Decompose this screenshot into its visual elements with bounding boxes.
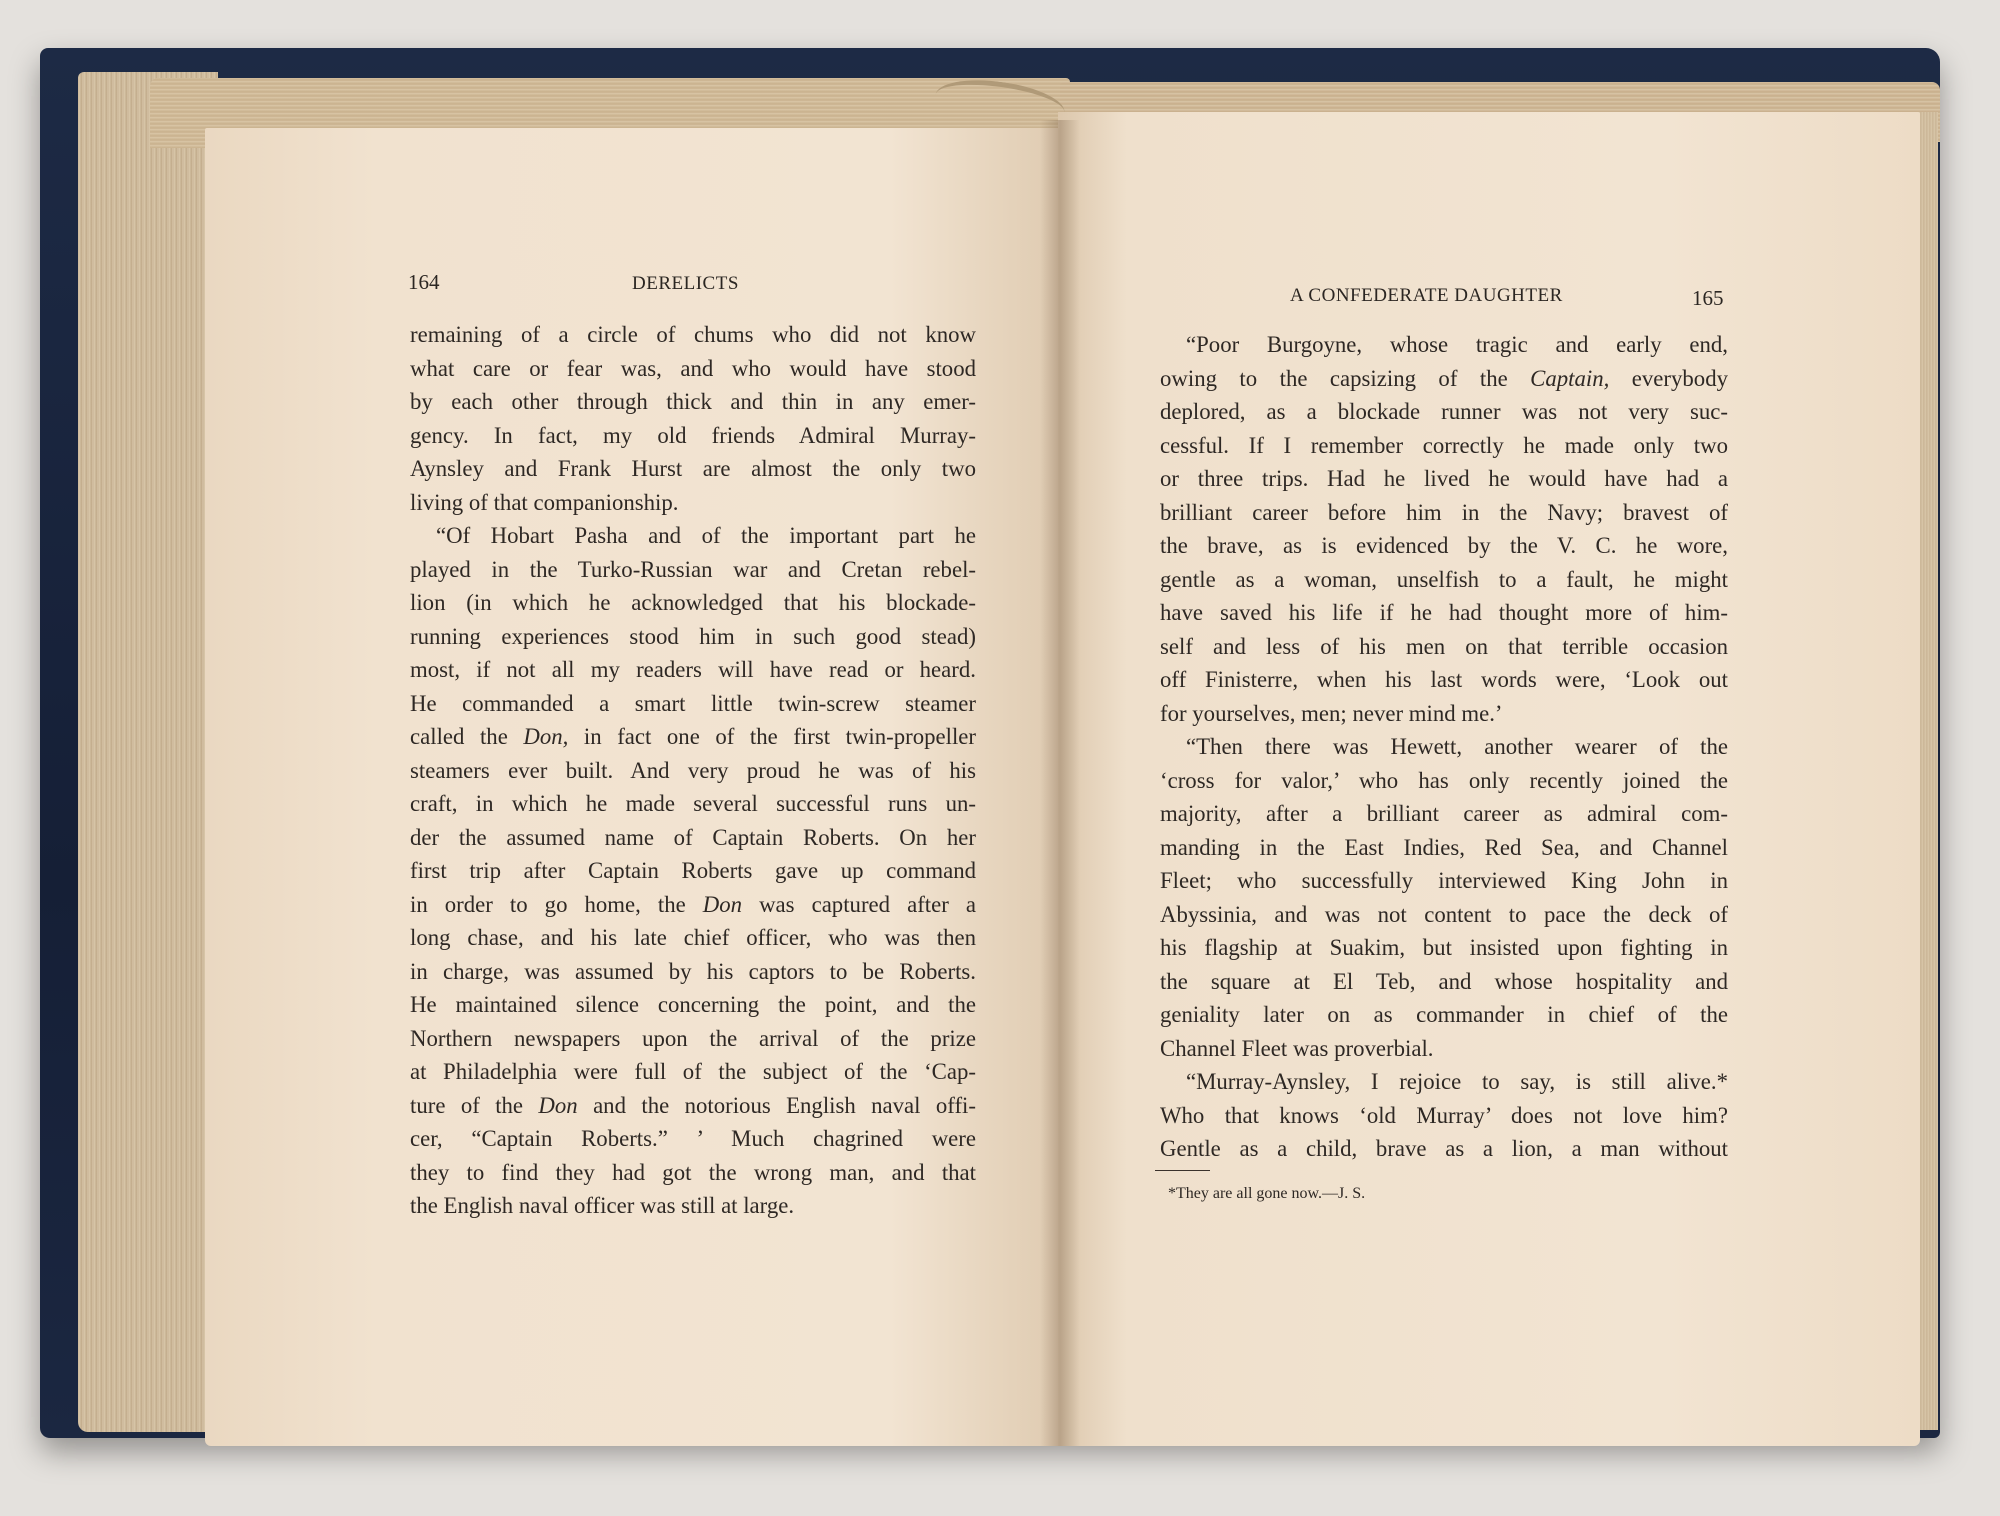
book-gutter	[1040, 120, 1080, 1446]
text-line: or three trips. Had he lived he would have had a	[1160, 466, 1728, 491]
left-page-text	[410, 318, 976, 1223]
text-line: first trip after Captain Roberts gave up command	[410, 858, 976, 883]
text-line: have saved his life if he had thought more of him-	[1160, 600, 1728, 625]
right-running-head: A CONFEDERATE DAUGHTER	[1290, 285, 1563, 306]
text-line: self and less of his men on that terrible occasion	[1160, 633, 1728, 659]
right-page-text	[1160, 328, 1728, 1166]
text-line: called the Don, in fact one of the first twin-propeller	[410, 724, 976, 749]
text-line: Northern newspapers upon the arrival of the prize	[410, 1025, 976, 1051]
text-line: Aynsley and Frank Hurst are almost the only two	[410, 456, 976, 481]
footnote-rule	[1155, 1170, 1210, 1171]
text-line: they to find they had got the wrong man, and that	[410, 1159, 976, 1185]
footnote: *They are all gone now.—J. S.	[1168, 1185, 1366, 1202]
text-line: “Murray-Aynsley, I rejoice to say, is still alive.*	[1186, 1069, 1728, 1094]
text-line: in charge, was assumed by his captors to be Roberts.	[410, 958, 976, 984]
text-line: ‘cross for valor,’ who has only recently joined the	[1160, 767, 1728, 793]
text-line: He commanded a smart little twin-screw steamer	[410, 690, 976, 716]
text-line: played in the Turko-Russian war and Cretan rebel-	[410, 556, 976, 582]
page-edges-left	[78, 72, 218, 1432]
text-line: long chase, and his late chief officer, who was then	[410, 925, 976, 950]
text-line: gentle as a woman, unselfish to a fault, he might	[1160, 566, 1728, 592]
text-line: He maintained silence concerning the point, and the	[410, 992, 976, 1017]
text-line: “Poor Burgoyne, whose tragic and early end,	[1186, 332, 1728, 357]
text-line: most, if not all my readers will have read or heard.	[410, 657, 976, 682]
text-line: in order to go home, the Don was captured after a	[410, 891, 976, 917]
left-page-number: 164	[408, 270, 440, 294]
left-running-head: DERELICTS	[632, 273, 739, 294]
text-line: “Then there was Hewett, another wearer of the	[1186, 734, 1728, 759]
text-line: the square at El Teb, and whose hospitality and	[1160, 968, 1728, 994]
text-line: cessful. If I remember correctly he made only two	[1160, 432, 1728, 458]
text-line: what care or fear was, and who would have stood	[410, 355, 976, 381]
text-line: at Philadelphia were full of the subject of the ‘Cap-	[410, 1059, 976, 1084]
text-line: lion (in which he acknowledged that his blockade-	[410, 590, 976, 615]
right-page-number: 165	[1692, 286, 1724, 310]
text-line: craft, in which he made several successful runs un-	[410, 791, 976, 816]
text-line: living of that companionship.	[410, 489, 679, 515]
text-line: the brave, as is evidenced by the V. C. he wore,	[1160, 533, 1728, 558]
text-line: owing to the capsizing of the Captain, everybody	[1160, 365, 1728, 391]
text-line: Abyssinia, and was not content to pace the deck of	[1160, 901, 1728, 927]
text-line: his flagship at Suakim, but insisted upon fighting in	[1160, 935, 1728, 960]
text-line: manding in the East Indies, Red Sea, and Channel	[1160, 834, 1728, 860]
text-line: steamers ever built. And very proud he was of his	[410, 757, 976, 783]
text-line: Who that knows ‘old Murray’ does not love him?	[1160, 1102, 1728, 1128]
text-line: Gentle as a child, brave as a lion, a man without	[1160, 1136, 1728, 1161]
text-line: off Finisterre, when his last words were, ‘Look out	[1160, 667, 1728, 692]
text-line: deplored, as a blockade runner was not very suc-	[1160, 399, 1728, 424]
text-line: for yourselves, men; never mind me.’	[1160, 700, 1503, 726]
text-line: majority, after a brilliant career as admiral com-	[1160, 801, 1728, 826]
text-line: “Of Hobart Pasha and of the important part he	[436, 523, 976, 548]
text-line: ture of the Don and the notorious English naval offi-	[410, 1092, 976, 1118]
text-line: the English naval officer was still at large.	[410, 1193, 795, 1218]
text-line: remaining of a circle of chums who did not know	[410, 322, 976, 347]
text-line: der the assumed name of Captain Roberts. On her	[410, 824, 976, 850]
text-line: cer, “Captain Roberts.” ’ Much chagrined were	[410, 1126, 976, 1151]
text-line: brilliant career before him in the Navy; bravest of	[1160, 499, 1728, 525]
text-line: gency. In fact, my old friends Admiral Murray-	[410, 422, 976, 448]
text-line: running experiences stood him in such good stead)	[410, 623, 976, 649]
text-line: by each other through thick and thin in any emer-	[410, 389, 976, 414]
text-line: geniality later on as commander in chief of the	[1160, 1002, 1728, 1027]
text-line: Fleet; who successfully interviewed King John in	[1160, 868, 1728, 893]
text-line: Channel Fleet was proverbial.	[1160, 1035, 1434, 1061]
